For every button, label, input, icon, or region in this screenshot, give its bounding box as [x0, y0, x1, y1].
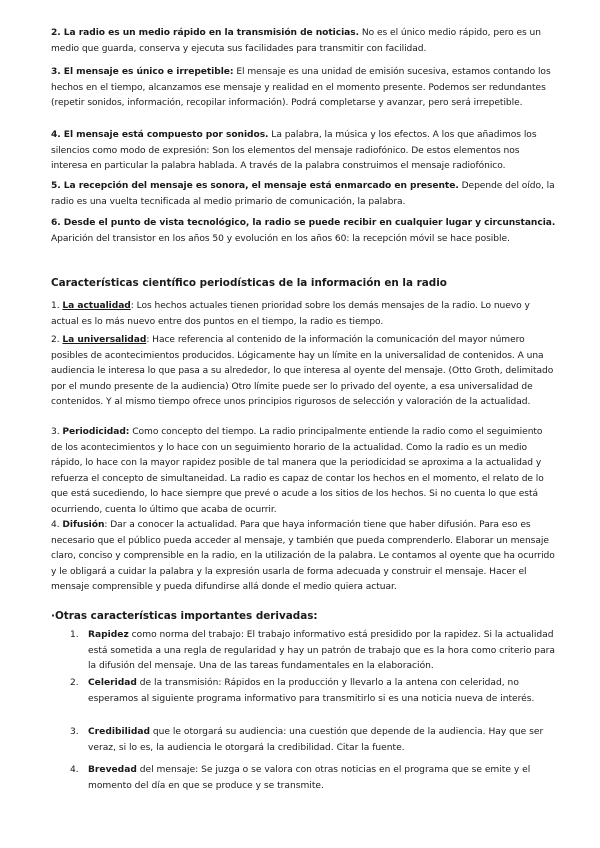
- item-body: Depende del oído, la radio es una vuelta tecnificada al medio primario de comunicación, la palabra.: [51, 181, 555, 207]
- item-body: de la transmisión: Rápidos en la producción y llevarlo a la antena con celeridad, no esperamos al siguiente programa informativo para transmitirlo si es una noticia nueva de interés.: [88, 678, 535, 704]
- characteristic-actualidad: [51, 299, 556, 330]
- item-number: 3.: [51, 427, 60, 437]
- item-body: Aparición del transistor en los años 50 y evolución en los años 60: la recepción móvil se hace posible.: [51, 233, 510, 244]
- item-lead: 5. La recepción del mensaje es sonora, el mensaje está enmarcado en presente.: [51, 181, 459, 191]
- list-number: 2.: [70, 678, 79, 688]
- item-body: del mensaje: Se juzga o se valora con otras noticias en el programa que se emite y el momento del día en que se produce y se transmite.: [88, 765, 531, 791]
- item-lead: 3. El mensaje es único e irrepetible:: [51, 67, 234, 77]
- list-number: 4.: [70, 765, 79, 775]
- list-number: 3.: [70, 727, 79, 737]
- item-term: Rapidez: [88, 630, 129, 640]
- item-term: La actualidad: [62, 301, 131, 311]
- item-term: Celeridad: [88, 678, 137, 688]
- characteristic-universalidad: [51, 333, 556, 411]
- item-number: 2.: [51, 335, 60, 345]
- item-term: La universalidad: [62, 335, 147, 345]
- item-body: El mensaje es una unidad de emisión sucesiva, estamos contando los hechos en el tiempo, alcanzamos ese mensaje y realidad en el momento presente. Podemos ser redundantes (repetir sonidos, información, recopilar información). Podrá completarse y avanzar, pero será irrepetible.: [51, 67, 551, 108]
- derived-credibilidad: [88, 725, 556, 756]
- derived-celeridad: [88, 676, 556, 707]
- paragraph-item-4: [51, 128, 556, 175]
- item-term: Brevedad: [88, 765, 137, 775]
- section-heading: Características científico periodísticas de la información en la radio: [51, 277, 447, 289]
- item-term: Credibilidad: [88, 727, 150, 737]
- item-lead: 6. Desde el punto de vista tecnológico, la radio se puede recibir en cualquier lugar y circunstancia.: [51, 218, 556, 228]
- paragraph-item-6: [51, 216, 556, 247]
- paragraph-item-2: [51, 26, 556, 57]
- item-body: : Hace referencia al contenido de la información la comunicación del mayor número posibles de acontecimientos producidos. Lógicamente hay un límite en la universalidad de contenidos. A una audiencia le interesa lo que pasa a su alrededor, lo que interesa al oyente del mensaje. (Otto Groth, delimitado por el mundo presente de la audiencia) Otro límite puede ser lo privado del oyente, a esa universalidad de contenidos. Y al mismo tiempo ofrece unos principios rigurosos de selección y valoración de la actualidad.: [51, 335, 554, 407]
- derived-rapidez: [88, 628, 556, 675]
- paragraph-item-3: [51, 65, 556, 112]
- item-body: : Dar a conocer la actualidad. Para que haya información tiene que haber difusión. Para eso es necesario que el público pueda acceder al mensaje, y también que pueda comprenderlo. Elaborar un mensaje claro, conciso y comprensible en la radio, en la utilización de la palabra. Le contamos al oyente que ha ocurrido y le obligará a cuidar la palabra y la expresión usarla de forma adecuada y construir el mensaje. Hacer el mensaje comprensible y pueda difundirse allá donde el medio quiera actuar.: [51, 520, 555, 592]
- item-body: La palabra, la música y los efectos. A los que añadimos los silencios como modo de expresión: Son los elementos del mensaje radiofónico. De estos elementos nos interesa en particular la palabra hablada. A través de la palabra construimos el mensaje radiofónico.: [51, 130, 537, 171]
- paragraph-item-5: [51, 179, 556, 210]
- item-number: 1.: [51, 301, 60, 311]
- item-body: Como concepto del tiempo. La radio principalmente entiende la radio como el seguimiento de los acontecimientos y lo hace con un seguimiento horario de la actualidad. Como la radio es un medio rápido, lo hace con la mayor rapidez posible de tal manera que la periodicidad se aproxima a la actualidad y refuerza el concepto de simultaneidad. La radio es capaz de contar los hechos en el momento, el relato de lo que está sucediendo, lo hace siempre que prevé o acude a los sitios de los hechos. Si no cuenta lo que está ocurriendo, cuenta lo último que acaba de ocurrir.: [51, 427, 544, 515]
- item-lead: 4. El mensaje está compuesto por sonidos.: [51, 130, 269, 140]
- list-number: 1.: [70, 630, 79, 640]
- derived-brevedad: [88, 763, 556, 794]
- characteristic-periodicidad: [51, 425, 556, 518]
- item-body: que le otorgará su audiencia: una cuestión que depende de la audiencia. Hay que ser veraz, si lo es, la audiencia le otorgará la credibilidad. Citar la fuente.: [88, 727, 544, 753]
- item-term: Periodicidad:: [62, 427, 130, 437]
- item-body: : Los hechos actuales tienen prioridad sobre los demás mensajes de la radio. Lo nuevo y actual es lo más nuevo entre dos puntos en el tiempo, la radio es tiempo.: [51, 301, 530, 327]
- subsection-heading: ·Otras características importantes derivadas:: [51, 610, 318, 622]
- characteristic-difusion: [51, 518, 556, 596]
- item-lead: 2. La radio es un medio rápido en la transmisión de noticias.: [51, 28, 360, 38]
- item-term: Difusión: [62, 520, 105, 530]
- item-body: No es el único medio rápido, pero es un medio que guarda, conserva y ejecuta sus facilidades para transmitir con facilidad.: [51, 28, 541, 54]
- item-body: como norma del trabajo: El trabajo informativo está presidido por la rapidez. Si la actualidad está sometida a una regla de regularidad y hay un patrón de trabajo que es la hora como criterio para la difusión del mensaje. Una de las tareas fundamentales en la elaboración.: [88, 630, 555, 671]
- item-number: 4.: [51, 520, 60, 530]
